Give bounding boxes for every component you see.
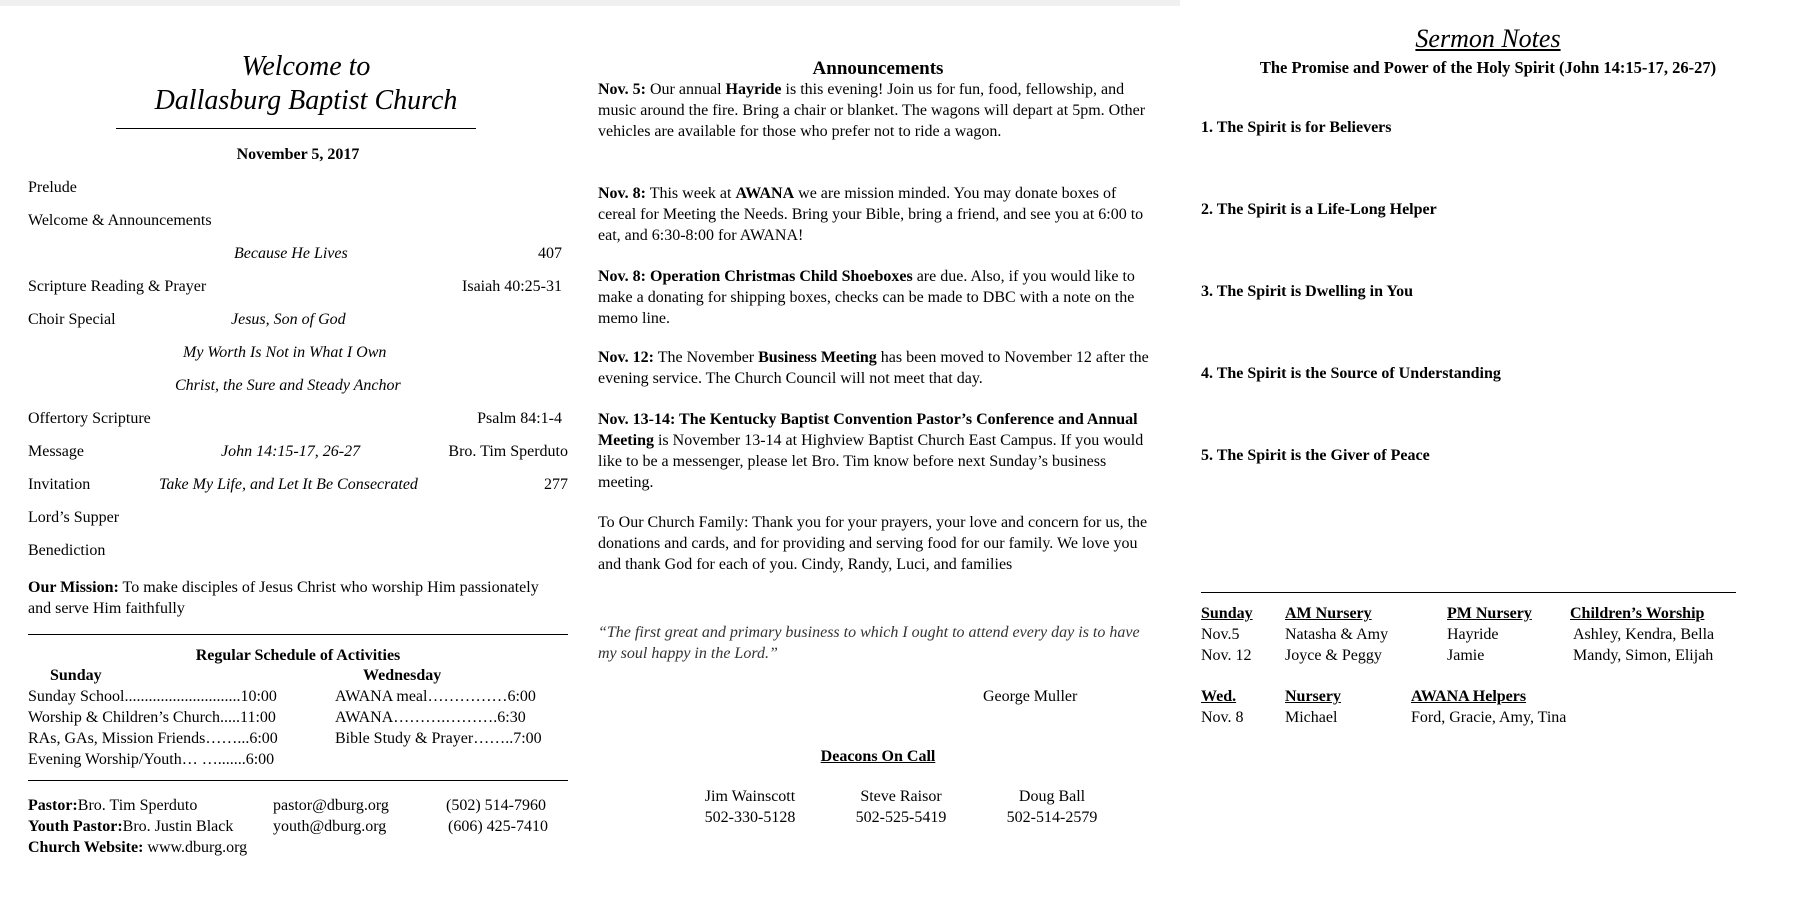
schedule-item: Sunday School.............................10:00: [28, 688, 277, 705]
announcement-date: Nov. 8: Operation Christmas Child Shoeboxes: [598, 268, 913, 285]
youth-pastor-row: [28, 816, 568, 837]
deacon-phone: 502-330-5128: [704, 809, 796, 827]
announcement-text: is November 13-14 at Highview Baptist Church East Campus. If you would like to be a messenger, please let Bro. Tim know before next Sunday’s business meeting.: [598, 432, 1144, 492]
order-label: Invitation: [28, 476, 91, 493]
announcement-highlight: AWANA: [735, 185, 795, 202]
table-header: AM Nursery: [1285, 605, 1372, 622]
hymn-title: Because He Lives: [234, 245, 348, 262]
song-title: Jesus, Son of God: [231, 311, 346, 328]
announcement-text: This week at: [646, 185, 736, 202]
table-header: Wed.: [1201, 688, 1237, 705]
contact-phone: (502) 514-7960: [446, 797, 546, 814]
schedule-item: Bible Study & Prayer……..7:00: [335, 730, 542, 747]
order-label: Benediction: [28, 542, 106, 559]
sermon-points: [1201, 117, 1501, 527]
contact-email: pastor@dburg.org: [273, 797, 389, 814]
table-cell: Natasha & Amy: [1285, 626, 1389, 643]
scripture-ref: Isaiah 40:25-31: [462, 278, 562, 295]
contact-email: youth@dburg.org: [273, 818, 387, 835]
order-label: Choir Special: [28, 311, 116, 328]
speaker-name: Bro. Tim Sperduto: [448, 443, 568, 460]
order-item: [28, 177, 568, 210]
table-cell: Nov.5: [1201, 626, 1240, 643]
website-url: www.dburg.org: [143, 839, 248, 856]
order-of-service: [28, 177, 568, 573]
schedule-title: Regular Schedule of Activities: [195, 647, 401, 664]
table-header: AWANA Helpers: [1411, 688, 1527, 705]
deacon-entry: [982, 786, 1122, 828]
order-label: Message: [28, 443, 84, 460]
deacon-phone: 502-514-2579: [1006, 809, 1098, 827]
contact-name: Bro. Tim Sperduto: [77, 797, 198, 814]
deacon-name: Jim Wainscott: [704, 788, 796, 805]
scripture-ref: Psalm 84:1-4: [477, 410, 562, 427]
table-cell: Nov. 12: [1201, 647, 1252, 664]
contact-label: Church Website:: [28, 839, 144, 856]
mission-text: To make disciples of Jesus Christ who worship Him passionately and serve Him faithfully: [28, 579, 539, 618]
pastor-row: [28, 795, 568, 816]
table-cell: Michael: [1285, 709, 1338, 726]
sermon-point: 4. The Spirit is the Source of Understanding: [1201, 365, 1501, 382]
welcome-title: [116, 50, 496, 117]
table-cell: Nov. 8: [1201, 709, 1244, 726]
announcement-text: is this evening! Join us for fun, food, fellowship, and music around the fire. Bring a chair or blanket. The wagons will depart at 5pm. Other vehicles are available for those who prefer not to ride a wagon.: [598, 81, 1146, 141]
hymn-number: 277: [544, 476, 568, 493]
sermon-point: 2. The Spirit is a Life-Long Helper: [1201, 201, 1437, 218]
announcement-business-meeting: [598, 347, 1158, 389]
order-item: [28, 210, 568, 243]
schedule-item: AWANA……….……….6:30: [335, 709, 526, 726]
wednesday-schedule: [335, 686, 542, 749]
contact-phone: (606) 425-7410: [448, 818, 548, 835]
schedule-item: RAs, GAs, Mission Friends……...6:00: [28, 730, 278, 747]
announcement-text: Our annual: [646, 81, 726, 98]
order-label: Prelude: [28, 179, 77, 196]
deacon-entry: [831, 786, 971, 828]
mission-statement: [28, 577, 548, 619]
contact-info: [28, 795, 568, 858]
table-header: Sunday: [1201, 605, 1253, 622]
message-scripture: John 14:15-17, 26-27: [221, 443, 361, 460]
quote-author: George Muller: [983, 688, 1078, 705]
sermon-subtitle: The Promise and Power of the Holy Spirit (John 14:15-17, 26-27): [1259, 58, 1717, 77]
announcement-text: has been moved to November 12 after the evening service. The Church Council will not meet that day.: [598, 349, 1149, 388]
announcement-kbc: [598, 409, 1158, 493]
table-cell: Ford, Gracie, Amy, Tina: [1411, 709, 1567, 726]
deacon-name: Doug Ball: [1018, 788, 1086, 805]
divider: [1201, 592, 1736, 593]
website-row: [28, 837, 568, 858]
schedule-item: Evening Worship/Youth… ….......6:00: [28, 751, 275, 768]
order-item: [28, 309, 568, 342]
sunday-schedule: [28, 686, 278, 770]
schedule-item: AWANA meal……………6:00: [335, 688, 536, 705]
announcement-awana: [598, 183, 1158, 246]
order-item: [28, 441, 568, 474]
deacon-entry: [680, 786, 820, 828]
sermon-notes-title: Sermon Notes: [1415, 24, 1561, 53]
table-cell: Jamie: [1447, 647, 1485, 664]
deacon-phone: 502-525-5419: [855, 809, 947, 827]
announcement-shoeboxes: [598, 266, 1158, 329]
sermon-point: 5. The Spirit is the Giver of Peace: [1201, 447, 1430, 464]
table-header: Children’s Worship: [1570, 605, 1705, 622]
announcement-text: we are mission minded. You may donate boxes of cereal for Meeting the Needs. Bring your Bible, bring a friend, and see you at 6:00 to eat, and 6:30-8:00 for AWANA!: [598, 185, 1144, 245]
order-label: Welcome & Announcements: [28, 212, 212, 229]
order-item: [28, 342, 568, 375]
contact-label: Pastor:: [28, 797, 78, 814]
sermon-point: 3. The Spirit is Dwelling in You: [1201, 283, 1414, 300]
hymn-number: 407: [538, 245, 562, 262]
announcement-date: Nov. 12:: [598, 349, 654, 366]
service-date: November 5, 2017: [236, 146, 360, 163]
top-strip: [0, 0, 1180, 6]
contact-label: Youth Pastor:: [28, 818, 123, 835]
announcement-highlight: Hayride: [725, 81, 782, 98]
schedule-item: Worship & Children’s Church.....11:00: [28, 709, 276, 726]
announcements-title: Announcements: [812, 58, 944, 79]
song-title: Christ, the Sure and Steady Anchor: [175, 377, 401, 394]
hymn-title: Take My Life, and Let It Be Consecrated: [159, 476, 418, 493]
order-label: Lord’s Supper: [28, 509, 120, 526]
title-divider: [116, 128, 476, 129]
order-item: [28, 276, 568, 309]
announcement-thank-you: To Our Church Family: Thank you for your prayers, your love and concern for us, the donations and cards, and for providing and serving food for our family. We love you and thank God for each of you. Cindy, Randy, Luci, and families: [598, 514, 1148, 574]
order-item: [28, 507, 568, 540]
order-item: [28, 408, 568, 441]
order-item: [28, 540, 568, 573]
divider: [28, 780, 568, 781]
song-title: My Worth Is Not in What I Own: [183, 344, 387, 361]
deacon-name: Steve Raisor: [860, 788, 942, 805]
announcement-text: are due. Also, if you would like to make a donating for shipping boxes, checks can be made to DBC with a note on the memo line.: [598, 268, 1135, 328]
announcement-highlight: Business Meeting: [758, 349, 877, 366]
deacons-title: Deacons On Call: [820, 748, 936, 765]
divider: [28, 634, 568, 635]
sunday-heading: Sunday: [50, 667, 102, 684]
order-item: [28, 375, 568, 408]
quote-text: “The first great and primary business to which I ought to attend every day is to have my soul happy in the Lord.”: [598, 624, 1140, 663]
announcement-hayride: [598, 79, 1158, 142]
announcement-date: Nov. 13-14: The Kentucky Baptist Convention Pastor’s Conference and Annual Meeting: [598, 411, 1138, 450]
table-cell: Joyce & Peggy: [1285, 647, 1382, 664]
order-item: [28, 243, 568, 276]
table-cell: Mandy, Simon, Elijah: [1573, 647, 1714, 664]
announcement-text: The November: [654, 349, 759, 366]
table-header: Nursery: [1285, 688, 1341, 705]
order-label: Offertory Scripture: [28, 410, 151, 427]
welcome-line-1: Welcome to: [241, 51, 371, 82]
table-cell: Hayride: [1447, 626, 1499, 643]
sermon-point: 1. The Spirit is for Believers: [1201, 119, 1392, 136]
wednesday-heading: Wednesday: [363, 667, 442, 684]
contact-name: Bro. Justin Black: [122, 818, 234, 835]
welcome-line-2: Dallasburg Baptist Church: [154, 84, 458, 116]
table-cell: Ashley, Kendra, Bella: [1573, 626, 1715, 643]
announcement-date: Nov. 5:: [598, 81, 646, 98]
order-label: Scripture Reading & Prayer: [28, 278, 207, 295]
table-header: PM Nursery: [1447, 605, 1532, 622]
announcement-date: Nov. 8:: [598, 185, 646, 202]
order-item: [28, 474, 568, 507]
mission-label: Our Mission:: [28, 579, 119, 596]
